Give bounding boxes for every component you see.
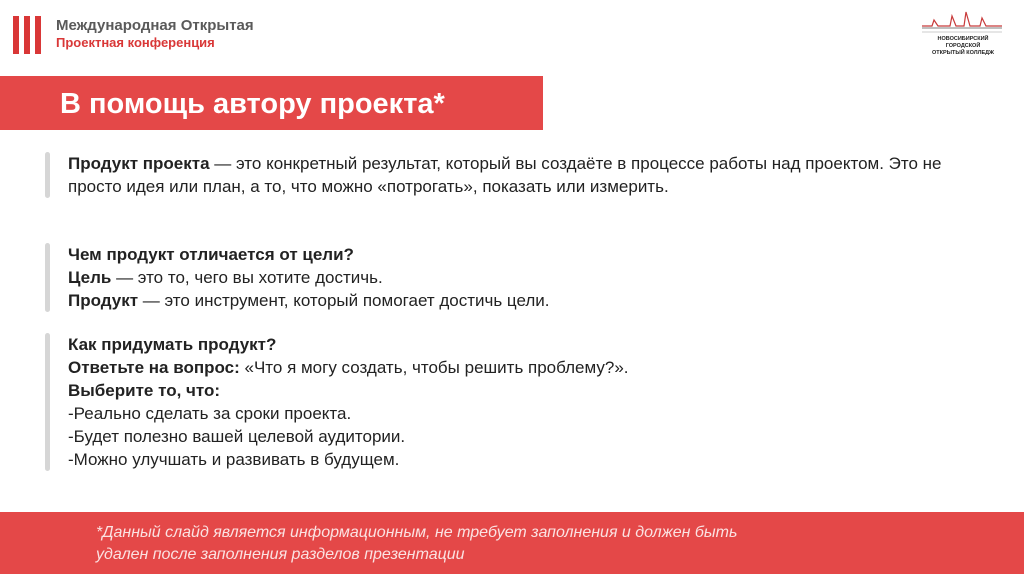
footer-note <box>96 522 737 566</box>
answer-text: «Что я могу создать, чтобы решить проблему?». <box>239 358 629 377</box>
section-divider <box>45 243 50 312</box>
conference-subtitle: Проектная конференция <box>56 35 215 50</box>
logo-text-line2: ОТКРЫТЫЙ КОЛЛЕДЖ <box>931 50 995 56</box>
slide-title-band <box>0 76 543 130</box>
product-term-2: Продукт <box>68 291 139 310</box>
product-vs-goal-question: Чем продукт отличается от цели? <box>68 245 354 264</box>
answer-label: Ответьте на вопрос: <box>68 358 240 377</box>
conference-title: Международная Открытая <box>56 17 254 34</box>
choose-label: Выберите то, что: <box>68 381 221 400</box>
list-item: -Можно улучшать и развивать в будущем. <box>68 450 400 469</box>
product-term: Продукт проекта <box>68 154 210 173</box>
logo-text-line1: НОВОСИБИРСКИЙ ГОРОДСКОЙ <box>937 36 989 49</box>
slide-title: В помощь автору проекта* <box>60 88 445 120</box>
section-divider <box>45 152 50 198</box>
how-to-question: Как придумать продукт? <box>68 335 277 354</box>
section-product-definition <box>45 152 985 198</box>
section-divider <box>45 333 50 471</box>
goal-text: — это то, чего вы хотите достичь. <box>111 268 383 287</box>
section-how-to-invent <box>45 333 985 471</box>
footer-band <box>0 512 1024 574</box>
product-text: — это инструмент, который помогает достичь цели. <box>138 291 550 310</box>
college-logo-text <box>922 36 1004 57</box>
section-product-vs-goal <box>45 243 985 312</box>
conference-logo-bars <box>13 16 47 54</box>
footer-note-line1: *Данный слайд является информационным, не требует заполнения и должен быть <box>96 524 738 541</box>
goal-term: Цель <box>68 268 112 287</box>
footer-note-line2: удален после заполнения разделов презентации <box>96 546 465 563</box>
list-item: -Реально сделать за сроки проекта. <box>68 404 352 423</box>
product-definition-text: — это конкретный результат, который вы создаёте в процессе работы над проектом. Это не просто идея или план, а то, что можно «потрогать», показать или измерить. <box>68 154 942 196</box>
list-item: -Будет полезно вашей целевой аудитории. <box>68 427 406 446</box>
